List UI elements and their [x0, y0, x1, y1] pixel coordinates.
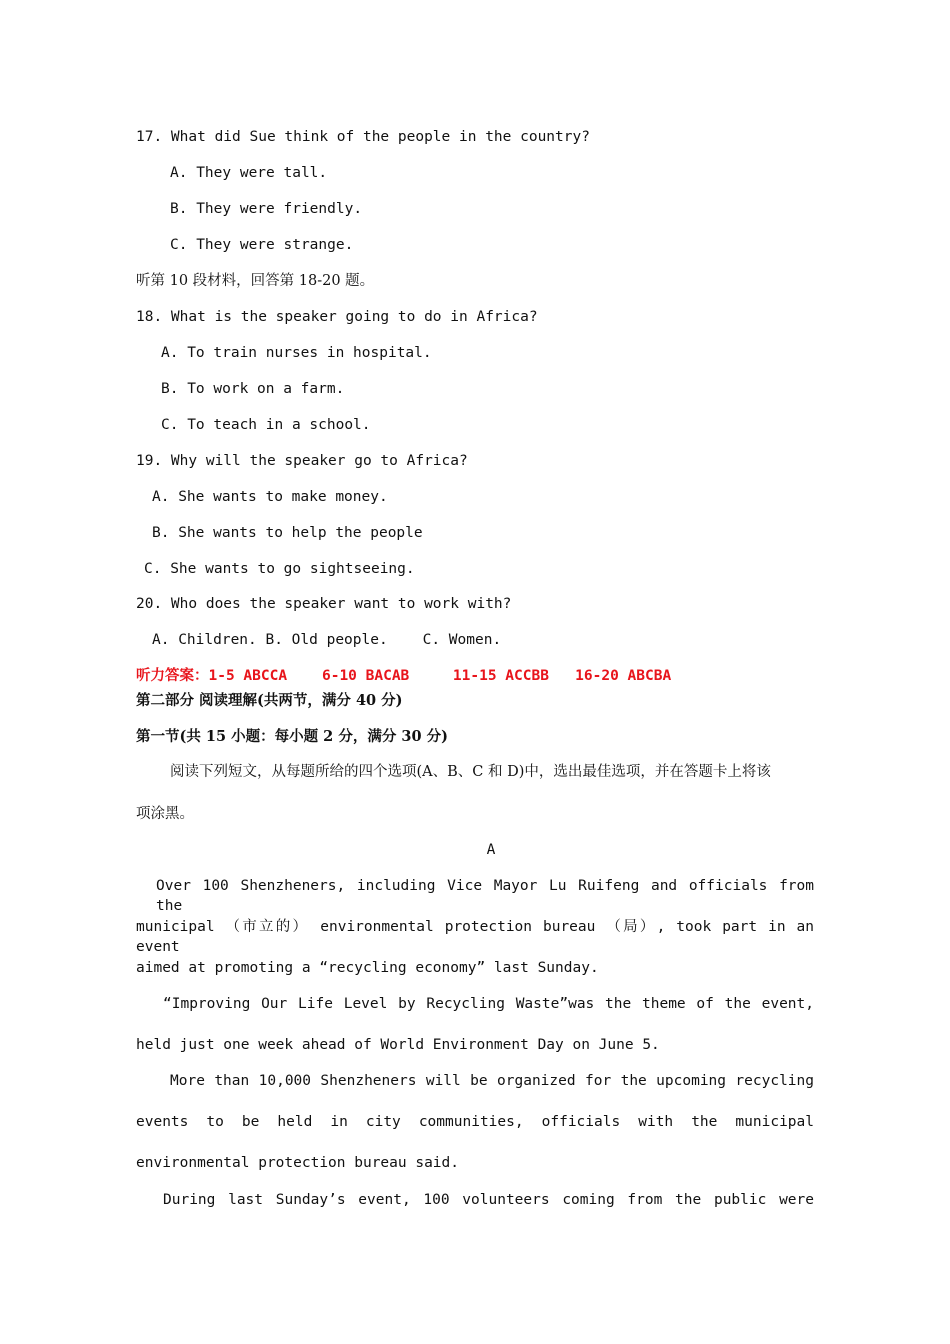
- reading-instruction-line-1: 阅读下列短文，从每题所给的四个选项(A、B、C 和 D)中，选出最佳选项，并在答题卡上将该: [170, 764, 771, 780]
- passage-p3-line-1: More than 10,000 Shenzheners will be organized for the upcoming recycling: [170, 1073, 814, 1089]
- question-20-stem: 20. Who does the speaker want to work with?: [136, 596, 512, 612]
- question-19-option-a: A. She wants to make money.: [152, 489, 388, 505]
- listening-answers: [136, 666, 671, 686]
- section-1-heading: 第一节(共 15 小题：每小题 2 分，满分 30 分): [136, 728, 448, 745]
- question-17-stem: 17. What did Sue think of the people in the country?: [136, 129, 590, 145]
- question-18-option-a: A. To train nurses in hospital.: [161, 345, 432, 361]
- part-2-heading: 第二部分 阅读理解(共两节，满分 40 分): [136, 692, 403, 709]
- question-18-stem: 18. What is the speaker going to do in Africa?: [136, 309, 538, 325]
- passage-p2-line-1: “Improving Our Life Level by Recycling Waste”was the theme of the event,: [163, 996, 814, 1012]
- passage-p2-line-2: held just one week ahead of World Environment Day on June 5.: [136, 1037, 660, 1053]
- question-18-option-b: B. To work on a farm.: [161, 381, 345, 397]
- question-19-option-b: B. She wants to help the people: [152, 525, 423, 541]
- question-19-option-c: C. She wants to go sightseeing.: [144, 561, 415, 577]
- section-10-instruction: 听第 10 段材料，回答第 18-20 题。: [136, 273, 375, 289]
- reading-instruction-line-2: 项涂黑。: [136, 806, 194, 822]
- question-17-option-c: C. They were strange.: [170, 237, 354, 253]
- passage-p1-line-2: municipal （市立的） environmental protection bureau （局）, took part in an event: [136, 919, 814, 955]
- passage-letter: A: [486, 842, 496, 858]
- passage-p3-line-3: environmental protection bureau said.: [136, 1155, 460, 1171]
- passage-p3-line-2: events to be held in city communities, officials with the municipal: [136, 1114, 814, 1130]
- question-17-option-b: B. They were friendly.: [170, 201, 363, 217]
- passage-p4-line-1: During last Sunday’s event, 100 volunteers coming from the public were: [163, 1192, 814, 1208]
- answers-keys: 1-5 ABCCA 6-10 BACAB 11-15 ACCBB 16-20 ABCBA: [208, 668, 672, 684]
- question-19-stem: 19. Why will the speaker go to Africa?: [136, 453, 468, 469]
- passage-p1-line-1: Over 100 Shenzheners, including Vice Mayor Lu Ruifeng and officials from the: [156, 878, 814, 914]
- question-20-options: A. Children. B. Old people. C. Women.: [152, 632, 502, 648]
- question-18-option-c: C. To teach in a school.: [161, 417, 371, 433]
- answers-label: 听力答案：: [136, 667, 209, 684]
- question-17-option-a: A. They were tall.: [170, 165, 328, 181]
- passage-p1-line-3: aimed at promoting a “recycling economy” last Sunday.: [136, 960, 599, 976]
